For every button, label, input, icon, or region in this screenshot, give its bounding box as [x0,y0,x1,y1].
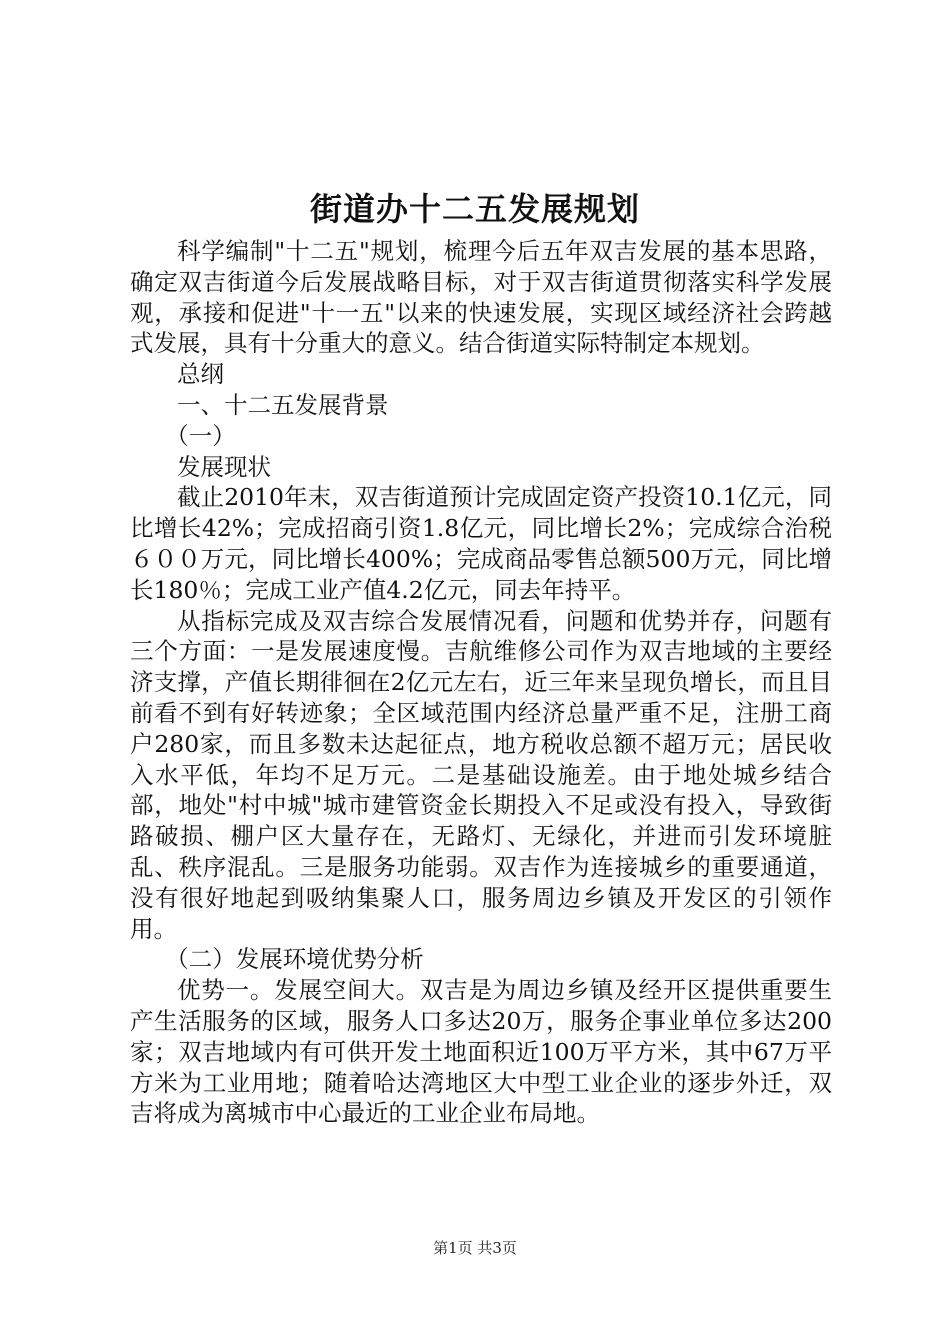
status-paragraph: 截止2010年末，双吉街道预计完成固定资产投资10.1亿元，同比增长42%；完成招商引资1.8亿元，同比增长2%；完成综合治税６００万元，同比增长400%；完成商品零售总额500万元，同比增长180％；完成工业产值4.2亿元，同去年持平。 [130,483,832,604]
section-heading-background: 一、十二五发展背景 [177,390,389,419]
page-footer: 第1页 共3页 [433,1239,517,1257]
section-heading-outline: 总纲 [177,360,224,389]
document-title: 街道办十二五发展规划 [309,190,640,228]
intro-paragraph: 科学编制"十二五"规划，梳理今后五年双吉发展的基本思路，确定双吉街道今后发展战略目标，对于双吉街道贯彻落实科学发展观，承接和促进"十一五"以来的快速发展，实现区域经济社会跨越式发展，具有十分重大的意义。结合街道实际特制定本规划。 [130,237,832,358]
advantage-one-paragraph: 优势一。发展空间大。双吉是为周边乡镇及经开区提供重要生产生活服务的区域，服务人口多达20万，服务企事业单位多达200家；双吉地域内有可供开发土地面积近100万平方米，其中67万平方米为工业用地；随着哈达湾地区大中型工业企业的逐步外迁，双吉将成为离城市中心最近的工业企业布局地。 [130,976,832,1128]
subsection-heading-advantages: （二）发展环境优势分析 [165,945,424,974]
subsection-number: （一） [165,421,236,450]
subsection-heading-status: 发展现状 [177,452,271,481]
document-body [130,236,832,1129]
problems-paragraph: 从指标完成及双吉综合发展情况看，问题和优势并存，问题有三个方面：一是发展速度慢。吉航维修公司作为双吉地域的主要经济支撑，产值长期徘徊在2亿元左右，近三年来呈现负增长，而且目前看不到有好转迹象；全区域范围内经济总量严重不足，注册工商户280家，而且多数未达起征点，地方税收总额不超万元；居民收入水平低，年均不足万元。二是基础设施差。由于地处城乡结合部，地处"村中城"城市建管资金长期投入不足或没有投入，导致街路破损、棚户区大量存在，无路灯、无绿化，并进而引发环境脏乱、秩序混乱。三是服务功能弱。双吉作为连接城乡的重要通道，没有很好地起到吸纳集聚人口，服务周边乡镇及开发区的引领作用。 [130,606,832,943]
